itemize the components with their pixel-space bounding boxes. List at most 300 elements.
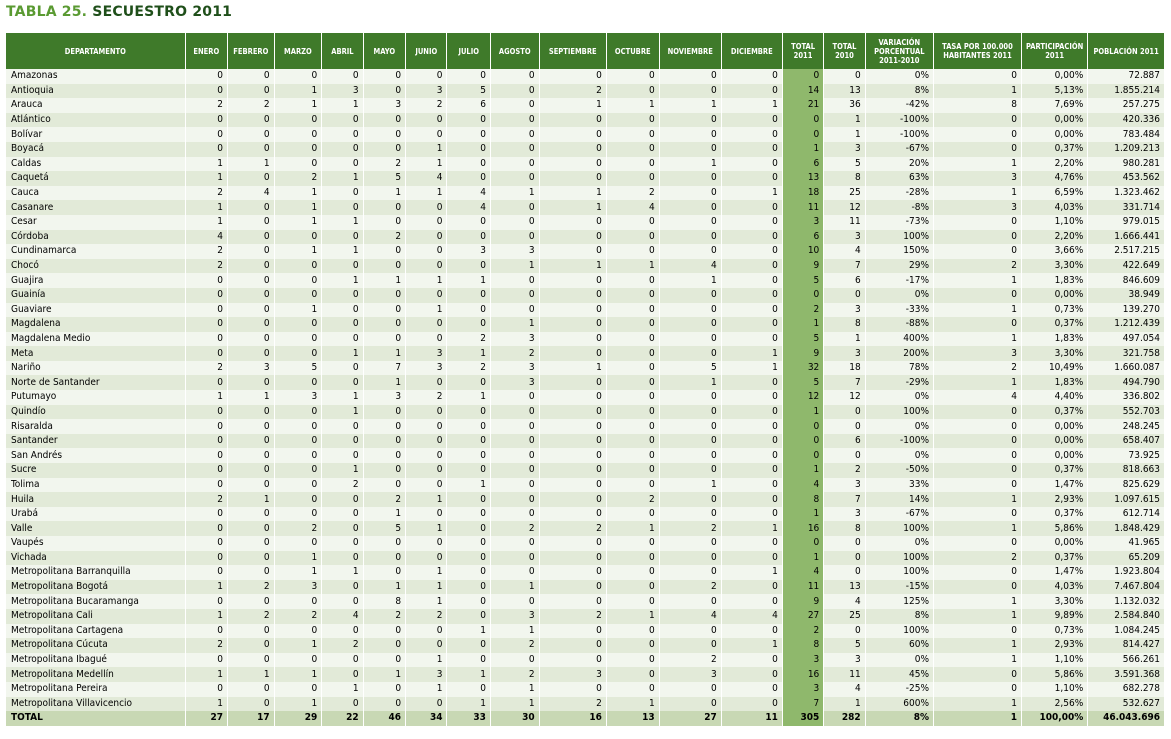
value-cell: 3,30% <box>1022 346 1088 361</box>
value-cell: 1 <box>274 186 322 201</box>
value-cell: 0 <box>539 478 606 493</box>
value-cell: 0 <box>228 332 275 347</box>
value-cell: 1 <box>782 317 823 332</box>
value-cell: 0 <box>721 653 782 668</box>
department-cell: Metropolitana Medellín <box>6 667 185 682</box>
value-cell: 0 <box>606 682 659 697</box>
value-cell: 1 <box>934 186 1022 201</box>
value-cell: 0 <box>659 551 721 566</box>
value-cell: 46.043.696 <box>1088 711 1165 726</box>
value-cell: 783.484 <box>1088 127 1165 142</box>
value-cell: 3 <box>406 667 447 682</box>
value-cell: 0 <box>228 697 275 712</box>
value-cell: 1 <box>659 157 721 172</box>
value-cell: 27 <box>185 711 227 726</box>
value-cell: 566.261 <box>1088 653 1165 668</box>
value-cell: 1 <box>659 375 721 390</box>
value-cell: 65.209 <box>1088 551 1165 566</box>
value-cell: 0 <box>721 448 782 463</box>
value-cell: 3 <box>228 361 275 376</box>
value-cell: 0 <box>721 317 782 332</box>
value-cell: 0 <box>539 682 606 697</box>
value-cell: 0 <box>228 478 275 493</box>
value-cell: 2,56% <box>1022 697 1088 712</box>
column-header: PARTICIPACIÓN 2011 <box>1022 33 1088 69</box>
value-cell: 1 <box>363 667 405 682</box>
table-row <box>6 157 1165 172</box>
value-cell: 0 <box>322 127 363 142</box>
value-cell: 0 <box>185 317 227 332</box>
value-cell: 0 <box>721 682 782 697</box>
value-cell: 0 <box>721 113 782 128</box>
value-cell: 0 <box>490 448 539 463</box>
value-cell: 38.949 <box>1088 288 1165 303</box>
value-cell: 0 <box>606 375 659 390</box>
value-cell: 321.758 <box>1088 346 1165 361</box>
value-cell: 0 <box>539 332 606 347</box>
table-row <box>6 551 1165 566</box>
value-cell: 1 <box>539 259 606 274</box>
value-cell: 17 <box>228 711 275 726</box>
value-cell: 0 <box>659 332 721 347</box>
value-cell: 1,47% <box>1022 565 1088 580</box>
value-cell: 33% <box>865 478 933 493</box>
value-cell: 2 <box>490 521 539 536</box>
value-cell: 0 <box>606 478 659 493</box>
value-cell: 3,66% <box>1022 244 1088 259</box>
value-cell: 0 <box>782 536 823 551</box>
value-cell: 0 <box>659 434 721 449</box>
department-cell: Metropolitana Barranquilla <box>6 565 185 580</box>
value-cell: 0 <box>274 346 322 361</box>
value-cell: 0 <box>363 113 405 128</box>
value-cell: 3 <box>490 375 539 390</box>
value-cell: 0 <box>363 259 405 274</box>
value-cell: 0 <box>406 419 447 434</box>
value-cell: 0 <box>363 565 405 580</box>
value-cell: 0 <box>447 521 490 536</box>
value-cell: 0 <box>934 69 1022 84</box>
value-cell: 150% <box>865 244 933 259</box>
value-cell: 682.278 <box>1088 682 1165 697</box>
value-cell: 0 <box>447 142 490 157</box>
value-cell: 0 <box>322 69 363 84</box>
table-row <box>6 448 1165 463</box>
value-cell: 4 <box>447 186 490 201</box>
value-cell: 0 <box>322 521 363 536</box>
value-cell: 2 <box>274 171 322 186</box>
value-cell: 0 <box>606 565 659 580</box>
value-cell: 1 <box>406 580 447 595</box>
value-cell: 0 <box>406 215 447 230</box>
value-cell: 1 <box>274 84 322 99</box>
value-cell: 0 <box>606 667 659 682</box>
department-cell: Metropolitana Cartagena <box>6 624 185 639</box>
value-cell: 0 <box>606 361 659 376</box>
value-cell: 0 <box>185 434 227 449</box>
value-cell: 12 <box>824 200 865 215</box>
value-cell: 1 <box>490 186 539 201</box>
value-cell: 11 <box>782 200 823 215</box>
value-cell: -15% <box>865 580 933 595</box>
value-cell: 0 <box>721 215 782 230</box>
value-cell: 3 <box>824 346 865 361</box>
value-cell: 0 <box>274 434 322 449</box>
value-cell: 3 <box>824 507 865 522</box>
value-cell: 1 <box>659 478 721 493</box>
value-cell: 0 <box>824 69 865 84</box>
value-cell: 0 <box>539 390 606 405</box>
value-cell: 0 <box>274 653 322 668</box>
value-cell: -73% <box>865 215 933 230</box>
value-cell: 0 <box>539 419 606 434</box>
value-cell: 0 <box>228 346 275 361</box>
value-cell: 0 <box>274 332 322 347</box>
value-cell: 0 <box>228 259 275 274</box>
value-cell: 0 <box>228 142 275 157</box>
value-cell: 21 <box>782 98 823 113</box>
value-cell: 0 <box>539 142 606 157</box>
value-cell: 0 <box>228 273 275 288</box>
value-cell: 7.467.804 <box>1088 580 1165 595</box>
department-cell: Chocó <box>6 259 185 274</box>
value-cell: 1 <box>721 638 782 653</box>
value-cell: 0 <box>490 536 539 551</box>
value-cell: -25% <box>865 682 933 697</box>
table-row <box>6 463 1165 478</box>
value-cell: 0 <box>406 478 447 493</box>
column-header: JUNIO <box>406 33 447 69</box>
value-cell: 45% <box>865 667 933 682</box>
department-cell: Magdalena <box>6 317 185 332</box>
department-cell: Metropolitana Pereira <box>6 682 185 697</box>
value-cell: 2 <box>782 303 823 318</box>
value-cell: 73.925 <box>1088 448 1165 463</box>
value-cell: 0 <box>659 682 721 697</box>
value-cell: 1 <box>274 667 322 682</box>
value-cell: 0 <box>490 142 539 157</box>
table-row <box>6 127 1165 142</box>
value-cell: 0 <box>363 653 405 668</box>
value-cell: 0 <box>185 419 227 434</box>
value-cell: 0 <box>274 463 322 478</box>
value-cell: 0 <box>934 507 1022 522</box>
value-cell: 0 <box>934 142 1022 157</box>
value-cell: 4,03% <box>1022 200 1088 215</box>
value-cell: 0 <box>539 594 606 609</box>
table-row <box>6 419 1165 434</box>
value-cell: 13 <box>606 711 659 726</box>
value-cell: 0 <box>659 346 721 361</box>
value-cell: 0 <box>539 507 606 522</box>
value-cell: 0 <box>363 536 405 551</box>
value-cell: 0 <box>721 697 782 712</box>
value-cell: 0 <box>490 127 539 142</box>
value-cell: 0 <box>782 127 823 142</box>
value-cell: 2.517.215 <box>1088 244 1165 259</box>
value-cell: -8% <box>865 200 933 215</box>
value-cell: 100% <box>865 521 933 536</box>
value-cell: 1 <box>363 346 405 361</box>
header-row <box>6 33 1165 69</box>
value-cell: 2 <box>539 84 606 99</box>
value-cell: 0 <box>721 405 782 420</box>
value-cell: 0 <box>322 142 363 157</box>
value-cell: 12 <box>782 390 823 405</box>
value-cell: 0 <box>606 580 659 595</box>
value-cell: -42% <box>865 98 933 113</box>
value-cell: 1 <box>274 638 322 653</box>
value-cell: 0 <box>228 419 275 434</box>
department-cell: Antioquia <box>6 84 185 99</box>
value-cell: 0 <box>539 463 606 478</box>
value-cell: 9,89% <box>1022 609 1088 624</box>
value-cell: 0 <box>447 551 490 566</box>
value-cell: 0 <box>824 448 865 463</box>
value-cell: 422.649 <box>1088 259 1165 274</box>
department-cell: Metropolitana Bucaramanga <box>6 594 185 609</box>
department-cell: Cauca <box>6 186 185 201</box>
value-cell: 0 <box>539 273 606 288</box>
value-cell: 1 <box>363 507 405 522</box>
value-cell: 139.270 <box>1088 303 1165 318</box>
value-cell: 2 <box>539 697 606 712</box>
value-cell: 0 <box>185 346 227 361</box>
value-cell: 0 <box>447 230 490 245</box>
value-cell: 0 <box>539 536 606 551</box>
value-cell: 0 <box>659 69 721 84</box>
value-cell: 7 <box>824 375 865 390</box>
value-cell: 1.097.615 <box>1088 492 1165 507</box>
value-cell: 0 <box>363 303 405 318</box>
value-cell: 11 <box>721 711 782 726</box>
value-cell: 0 <box>539 405 606 420</box>
value-cell: 1 <box>490 580 539 595</box>
value-cell: 0 <box>721 434 782 449</box>
value-cell: 1 <box>322 215 363 230</box>
value-cell: 0 <box>185 653 227 668</box>
value-cell: 0 <box>322 259 363 274</box>
value-cell: 0,37% <box>1022 142 1088 157</box>
value-cell: 0 <box>185 624 227 639</box>
value-cell: 2 <box>363 492 405 507</box>
table-row <box>6 667 1165 682</box>
value-cell: 0 <box>539 113 606 128</box>
value-cell: 3 <box>824 653 865 668</box>
value-cell: 0 <box>490 171 539 186</box>
value-cell: 4 <box>185 230 227 245</box>
column-header: DICIEMBRE <box>721 33 782 69</box>
value-cell: 0,00% <box>1022 288 1088 303</box>
value-cell: 0 <box>322 186 363 201</box>
value-cell: 1 <box>447 346 490 361</box>
value-cell: 1.660.087 <box>1088 361 1165 376</box>
value-cell: 1 <box>406 142 447 157</box>
value-cell: 0 <box>228 653 275 668</box>
value-cell: 3 <box>824 230 865 245</box>
value-cell: 1 <box>274 551 322 566</box>
column-header: NOVIEMBRE <box>659 33 721 69</box>
value-cell: 0 <box>934 230 1022 245</box>
value-cell: 0 <box>228 171 275 186</box>
value-cell: 2 <box>606 186 659 201</box>
value-cell: 0 <box>228 638 275 653</box>
value-cell: 0 <box>322 361 363 376</box>
table-row <box>6 375 1165 390</box>
value-cell: 2,93% <box>1022 638 1088 653</box>
value-cell: 25 <box>824 609 865 624</box>
value-cell: 0 <box>322 288 363 303</box>
value-cell: 0 <box>185 507 227 522</box>
value-cell: 1 <box>406 521 447 536</box>
value-cell: 0 <box>228 303 275 318</box>
table-row <box>6 259 1165 274</box>
value-cell: 0 <box>606 215 659 230</box>
value-cell: 0 <box>228 113 275 128</box>
value-cell: 5 <box>447 84 490 99</box>
value-cell: 0 <box>228 551 275 566</box>
column-header: FEBRERO <box>228 33 275 69</box>
value-cell: 0 <box>721 492 782 507</box>
value-cell: 5,86% <box>1022 667 1088 682</box>
value-cell: 0 <box>447 448 490 463</box>
value-cell: 100% <box>865 551 933 566</box>
value-cell: 2 <box>322 478 363 493</box>
value-cell: 1 <box>934 273 1022 288</box>
department-cell: Bolívar <box>6 127 185 142</box>
value-cell: 0 <box>274 288 322 303</box>
value-cell: 0 <box>363 638 405 653</box>
value-cell: 0 <box>185 84 227 99</box>
value-cell: 0 <box>363 244 405 259</box>
value-cell: 1 <box>539 98 606 113</box>
value-cell: 0 <box>659 288 721 303</box>
value-cell: 257.275 <box>1088 98 1165 113</box>
value-cell: 0 <box>447 536 490 551</box>
table-row <box>6 697 1165 712</box>
value-cell: -33% <box>865 303 933 318</box>
value-cell: 0 <box>490 273 539 288</box>
value-cell: 2 <box>185 186 227 201</box>
column-header: TASA POR 100.000 HABITANTES 2011 <box>934 33 1022 69</box>
value-cell: 0 <box>490 98 539 113</box>
value-cell: 0,00% <box>1022 448 1088 463</box>
value-cell: 0 <box>539 375 606 390</box>
value-cell: -100% <box>865 434 933 449</box>
value-cell: 0 <box>363 332 405 347</box>
value-cell: 3 <box>406 346 447 361</box>
column-header: ENERO <box>185 33 227 69</box>
value-cell: 0 <box>228 317 275 332</box>
table-row <box>6 594 1165 609</box>
value-cell: 0 <box>721 127 782 142</box>
table-row <box>6 434 1165 449</box>
value-cell: 0 <box>490 200 539 215</box>
value-cell: 8 <box>782 492 823 507</box>
value-cell: 0 <box>406 551 447 566</box>
value-cell: 0 <box>406 244 447 259</box>
value-cell: 1 <box>934 653 1022 668</box>
value-cell: 1 <box>782 551 823 566</box>
value-cell: 0 <box>274 594 322 609</box>
value-cell: 2 <box>934 259 1022 274</box>
value-cell: 0 <box>721 463 782 478</box>
value-cell: 1 <box>274 697 322 712</box>
value-cell: 3 <box>490 244 539 259</box>
department-cell: Nariño <box>6 361 185 376</box>
value-cell: 0 <box>322 200 363 215</box>
value-cell: 0 <box>659 142 721 157</box>
value-cell: 100% <box>865 405 933 420</box>
value-cell: 1 <box>322 273 363 288</box>
value-cell: 0 <box>782 434 823 449</box>
value-cell: 0,37% <box>1022 317 1088 332</box>
value-cell: 0 <box>322 157 363 172</box>
value-cell: 2 <box>363 230 405 245</box>
value-cell: 1 <box>490 624 539 639</box>
value-cell: 818.663 <box>1088 463 1165 478</box>
value-cell: 0 <box>274 127 322 142</box>
value-cell: 1 <box>322 565 363 580</box>
value-cell: 0 <box>659 507 721 522</box>
value-cell: 1 <box>322 405 363 420</box>
value-cell: 0 <box>934 317 1022 332</box>
value-cell: 0 <box>539 244 606 259</box>
value-cell: 2 <box>322 638 363 653</box>
value-cell: 0 <box>539 127 606 142</box>
value-cell: 0 <box>406 463 447 478</box>
value-cell: 0 <box>934 624 1022 639</box>
value-cell: 1 <box>185 200 227 215</box>
value-cell: 0 <box>606 157 659 172</box>
table-title-label: SECUESTRO 2011 <box>92 4 233 20</box>
value-cell: 1 <box>606 521 659 536</box>
value-cell: 0 <box>322 303 363 318</box>
value-cell: 0 <box>721 303 782 318</box>
value-cell: 0,00% <box>1022 536 1088 551</box>
value-cell: 0 <box>274 419 322 434</box>
department-cell: Boyacá <box>6 142 185 157</box>
value-cell: 1.855.214 <box>1088 84 1165 99</box>
value-cell: 3,30% <box>1022 259 1088 274</box>
value-cell: 0 <box>721 478 782 493</box>
value-cell: 0 <box>447 113 490 128</box>
value-cell: 2,93% <box>1022 492 1088 507</box>
value-cell: 0 <box>228 230 275 245</box>
value-cell: 0 <box>490 303 539 318</box>
table-row <box>6 405 1165 420</box>
value-cell: 2 <box>824 463 865 478</box>
value-cell: 1 <box>721 98 782 113</box>
value-cell: 1 <box>659 98 721 113</box>
table-row <box>6 69 1165 84</box>
table-row <box>6 273 1165 288</box>
department-cell: Caquetá <box>6 171 185 186</box>
value-cell: 0 <box>447 565 490 580</box>
value-cell: 1 <box>934 521 1022 536</box>
value-cell: 4,40% <box>1022 390 1088 405</box>
value-cell: 2 <box>228 98 275 113</box>
value-cell: 3 <box>274 390 322 405</box>
department-cell: Cundinamarca <box>6 244 185 259</box>
department-cell: Casanare <box>6 200 185 215</box>
value-cell: 1 <box>934 492 1022 507</box>
value-cell: 0 <box>274 478 322 493</box>
value-cell: 0,37% <box>1022 405 1088 420</box>
value-cell: 5 <box>782 273 823 288</box>
value-cell: 2 <box>490 346 539 361</box>
value-cell: 0 <box>406 507 447 522</box>
